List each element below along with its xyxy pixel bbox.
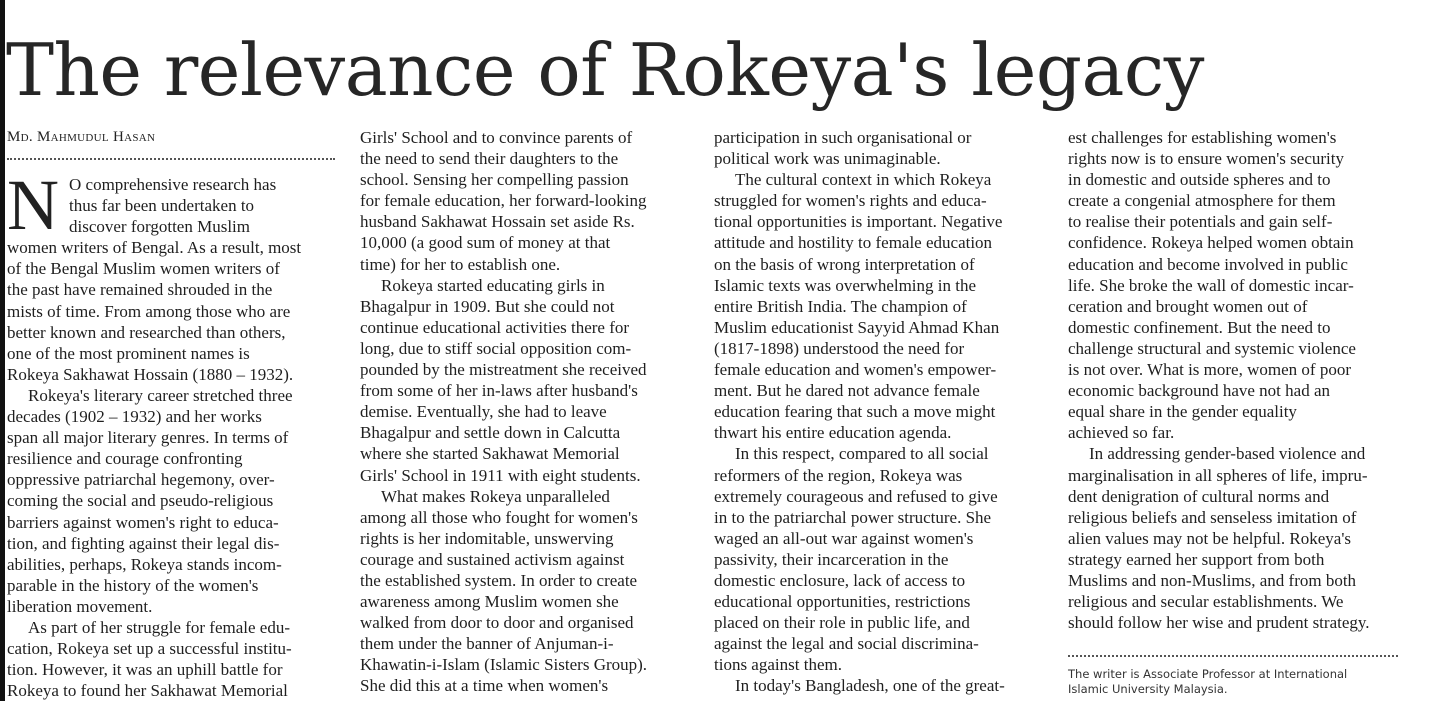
author-note-line: The writer is Associate Professor at International [1068, 667, 1348, 681]
byline-divider [7, 158, 335, 160]
text-line: to realise their potentials and gain self- [1068, 212, 1333, 232]
text-line: political work was unimaginable. [714, 149, 941, 169]
text-line: where she started Sakhawat Memorial [360, 444, 620, 464]
text-line: Rokeya started educating girls in [381, 275, 605, 295]
text-line: placed on their role in public life, and [714, 613, 970, 633]
page-edge-rule [0, 0, 5, 701]
text-line: The cultural context in which Rokeya [735, 170, 992, 190]
text-line: Rokeya Sakhawat Hossain (1880 – 1932). [7, 364, 294, 384]
text-line: Islamic texts was overwhelming in the [714, 275, 977, 295]
text-line: parable in the history of the women's [7, 575, 259, 595]
text-line: abilities, perhaps, Rokeya stands incom- [7, 554, 282, 574]
text-line: in to the patriarchal power structure. She [714, 507, 992, 527]
author-note-line: Islamic University Malaysia. [1068, 681, 1228, 696]
text-line: rights now is to ensure women's security [1068, 149, 1344, 169]
text-line: barriers against women's right to educa- [7, 512, 279, 532]
text-line: rights is her indomitable, unswerving [360, 528, 614, 548]
text-line: them under the banner of Anjuman-i- [360, 634, 614, 654]
previous-article-strip [0, 0, 1429, 6]
text-line: In addressing gender-based violence and [1089, 444, 1366, 464]
text-line: of the Bengal Muslim women writers of [7, 259, 280, 279]
text-line: religious and secular establishments. We [1068, 592, 1344, 612]
text-line: reformers of the region, Rokeya was [714, 465, 963, 485]
text-line: walked from door to door and organised [360, 613, 634, 633]
text-line: waged an all-out war against women's [714, 528, 974, 548]
text-line: time) for her to establish one. [360, 254, 561, 274]
text-line: domestic confinement. But the need to [1068, 317, 1331, 337]
text-line: one of the most prominent names is [7, 343, 250, 363]
text-line: Girls' School and to convince parents of [360, 128, 633, 147]
text-line: Muslims and non-Muslims, and from both [1068, 570, 1357, 590]
text-line: marginalisation in all spheres of life, impru- [1068, 465, 1368, 485]
text-line: passivity, their incarceration in the [714, 549, 949, 569]
text-line: extremely courageous and refused to give [714, 486, 998, 506]
text-line: pounded by the mistreatment she received [360, 360, 647, 380]
text-line: the established system. In order to create [360, 570, 638, 590]
text-line: struggled for women's rights and educa- [714, 191, 987, 211]
text-line: liberation movement. [7, 596, 153, 616]
text-line: religious beliefs and senseless imitation of [1068, 507, 1357, 527]
text-line: mists of time. From among those who are [7, 301, 291, 321]
text-line: She did this at a time when women's [360, 676, 609, 696]
text-line: resilience and courage confronting [7, 449, 243, 469]
text-line: tional opportunities is important. Negative [714, 212, 1003, 232]
text-line: Bhagalpur in 1909. But she could not [360, 296, 615, 316]
text-line: women writers of Bengal. As a result, most [7, 238, 302, 258]
text-line: long, due to stiff social opposition com- [360, 338, 632, 358]
text-line: husband Sakhawat Hossain set aside Rs. [360, 212, 635, 232]
text-line: entire British India. The champion of [714, 296, 967, 316]
drop-cap: N [7, 165, 59, 245]
text-line: for female education, her forward-looking [360, 191, 647, 211]
text-line: achieved so far. [1068, 423, 1175, 443]
text-line: decades (1902 – 1932) and her works [7, 407, 262, 427]
text-line: What makes Rokeya unparalleled [381, 486, 610, 506]
text-line: against the legal and social discrimina- [714, 634, 979, 654]
text-line: ment. But he dared not advance female [714, 381, 980, 401]
text-line: Rokeya to found her Sakhawat Memorial [7, 681, 288, 701]
text-line: discover forgotten Muslim [69, 217, 250, 237]
text-line: Bhagalpur and settle down in Calcutta [360, 423, 621, 443]
article-end-divider [1068, 655, 1398, 657]
text-line: continue educational activities there for [360, 317, 630, 337]
text-line: tions against them. [714, 655, 842, 675]
text-line: dent denigration of cultural norms and [1068, 486, 1330, 506]
article-column-3 [714, 127, 1054, 697]
text-line: tion. However, it was an uphill battle for [7, 660, 283, 680]
text-line: should follow her wise and prudent strategy. [1068, 613, 1370, 633]
text-line: In today's Bangladesh, one of the great- [735, 676, 1005, 696]
text-line: Muslim educationist Sayyid Ahmad Khan [714, 317, 1000, 337]
text-line: demise. Eventually, she had to leave [360, 402, 607, 422]
article-column-4 [1068, 127, 1408, 633]
text-line: Rokeya's literary career stretched three [28, 385, 293, 405]
text-line: better known and researched than others, [7, 322, 286, 342]
text-line: (1817-1898) understood the need for [714, 338, 965, 358]
text-line: participation in such organisational or [714, 128, 972, 147]
text-line: Girls' School in 1911 with eight students. [360, 465, 641, 485]
text-line: among all those who fought for women's [360, 507, 638, 527]
text-line: equal share in the gender equality [1068, 402, 1297, 422]
text-line: the need to send their daughters to the [360, 149, 619, 169]
text-line: school. Sensing her compelling passion [360, 170, 629, 190]
text-line: thwart his entire education agenda. [714, 423, 952, 443]
text-line: coming the social and pseudo-religious [7, 491, 274, 511]
text-line: oppressive patriarchal hegemony, over- [7, 470, 275, 490]
text-line: education fearing that such a move might [714, 402, 996, 422]
article-column-2 [360, 127, 700, 697]
text-line: ceration and brought women out of [1068, 296, 1308, 316]
text-line: on the basis of wrong interpretation of [714, 254, 975, 274]
text-line: challenge structural and systemic violence [1068, 338, 1356, 358]
text-line: Khawatin-i-Islam (Islamic Sisters Group). [360, 655, 648, 675]
text-line: the past have remained shrouded in the [7, 280, 273, 300]
text-line: is not over. What is more, women of poor [1068, 360, 1351, 380]
text-line: life. She broke the wall of domestic incar- [1068, 275, 1354, 295]
text-line: attitude and hostility to female education [714, 233, 993, 253]
author-note [1068, 667, 1398, 696]
text-line: confidence. Rokeya helped women obtain [1068, 233, 1354, 253]
text-line: education and become involved in public [1068, 254, 1348, 274]
text-line: O comprehensive research has [69, 175, 277, 194]
text-line: educational opportunities, restrictions [714, 592, 971, 612]
text-line: alien values may not be helpful. Rokeya's [1068, 528, 1352, 548]
text-line: from some of her in-laws after husband's [360, 381, 638, 401]
text-line: strategy earned her support from both [1068, 549, 1325, 569]
text-line: economic background have not had an [1068, 381, 1330, 401]
text-line: courage and sustained activism against [360, 549, 625, 569]
text-line: As part of her struggle for female edu- [28, 617, 290, 637]
text-line: in domestic and outside spheres and to [1068, 170, 1331, 190]
text-line: cation, Rokeya set up a successful institu- [7, 639, 292, 659]
text-line: 10,000 (a good sum of money at that [360, 233, 611, 253]
text-line: thus far been undertaken to [69, 196, 255, 216]
text-line: tion, and fighting against their legal dis- [7, 533, 280, 553]
text-line: female education and women's empower- [714, 360, 997, 380]
text-line: create a congenial atmosphere for them [1068, 191, 1336, 211]
article-headline: The relevance of Rokeya's legacy [6, 28, 1204, 112]
author-byline: Md. Mahmudul Hasan [7, 129, 156, 145]
text-line: est challenges for establishing women's [1068, 128, 1337, 147]
text-line: awareness among Muslim women she [360, 592, 619, 612]
text-line: In this respect, compared to all social [735, 444, 989, 464]
text-line: span all major literary genres. In terms of [7, 428, 289, 448]
article-column-1 [7, 165, 337, 701]
text-line: domestic enclosure, lack of access to [714, 570, 966, 590]
